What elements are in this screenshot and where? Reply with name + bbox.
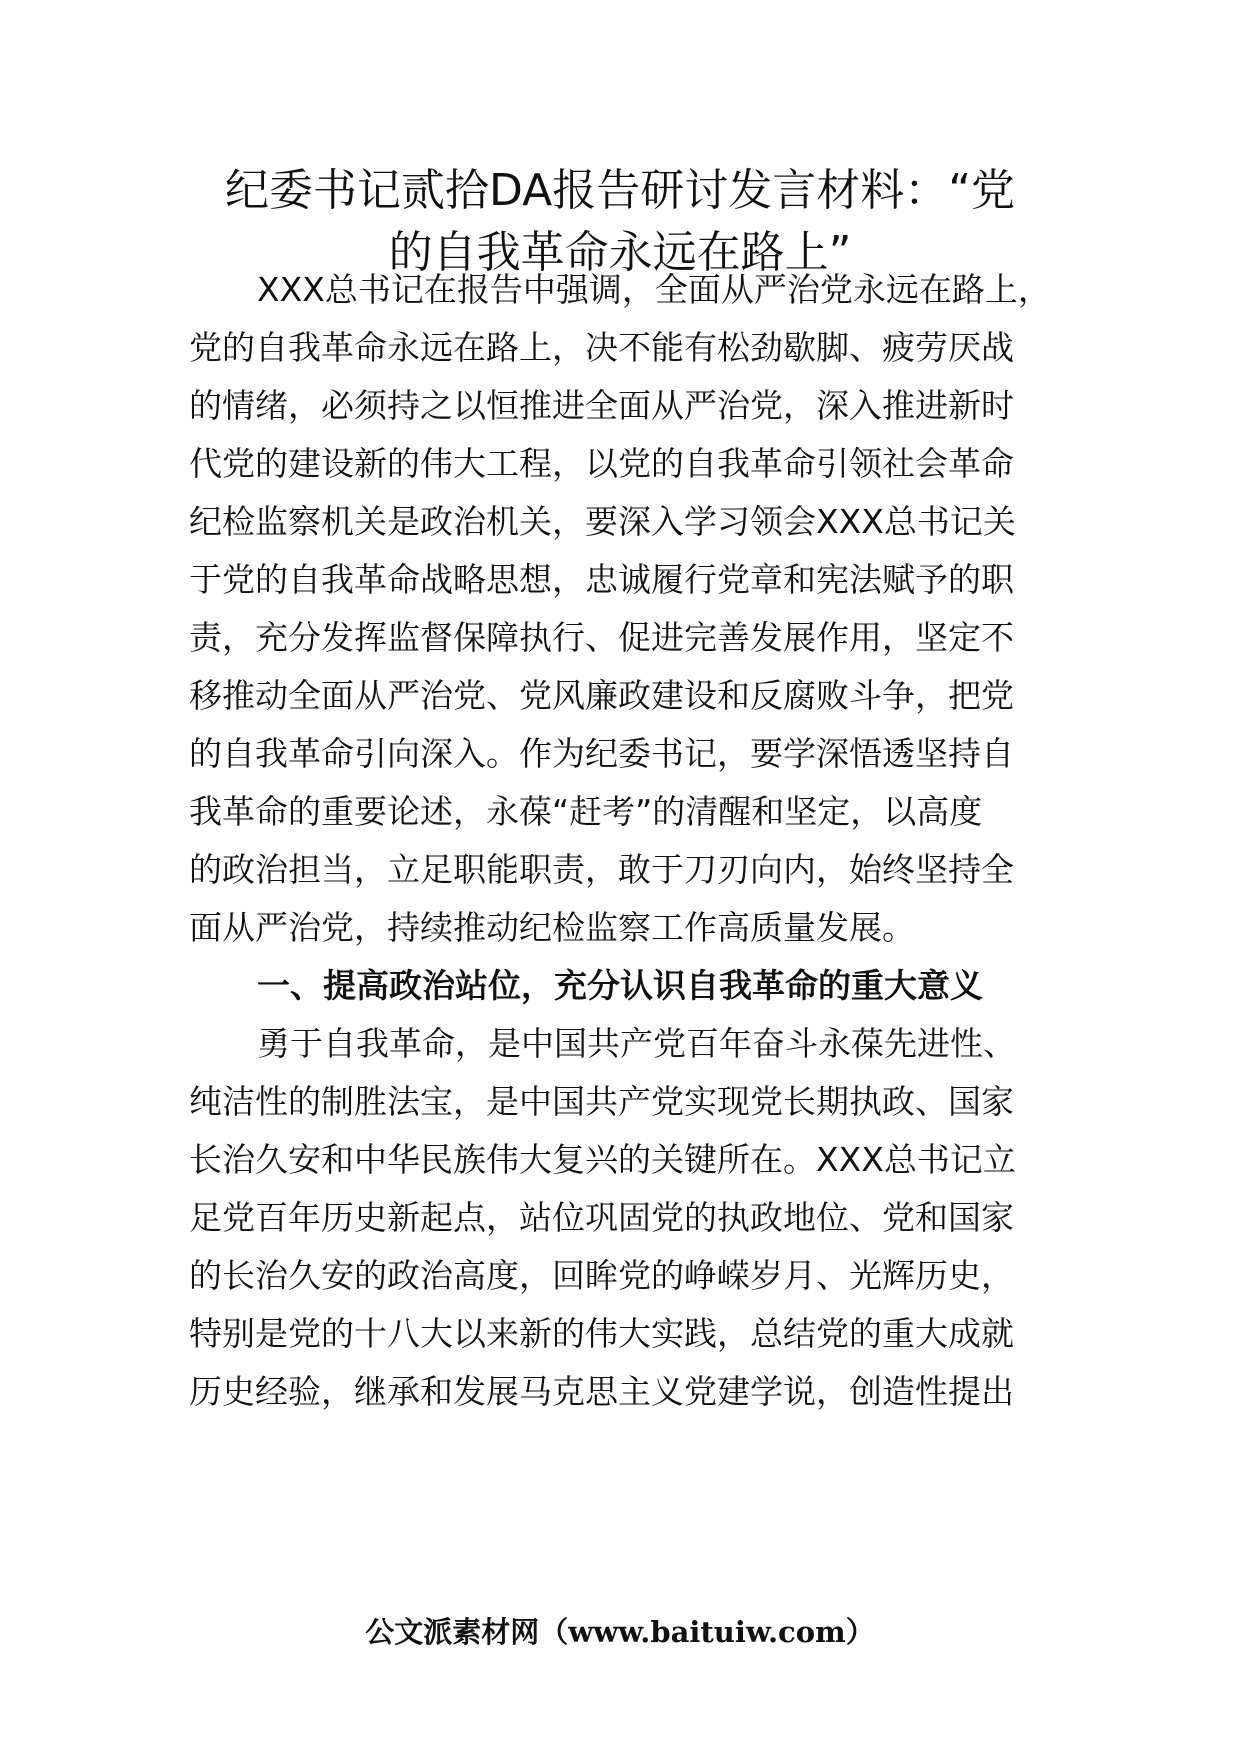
body-line: 历史经验，继承和发展马克思主义党建学说，创造性提出 [189, 1372, 1014, 1411]
body-line: 的情绪，必须持之以恒推进全面从严治党，深入推进新时 [189, 386, 1014, 425]
body-line: 的政治担当，立足职能职责，敢于刀刃向内，始终坚持全 [189, 850, 1014, 889]
body-line: XXX总书记在报告中强调，全面从严治党永远在路上， [257, 270, 1051, 309]
body-line: 特别是党的十八大以来新的伟大实践，总结党的重大成就 [189, 1314, 1014, 1353]
body-line: 的自我革命引向深入。作为纪委书记，要学深悟透坚持自 [189, 734, 1014, 773]
document-title-line-2: 的自我革命永远在路上” [388, 227, 852, 278]
body-line: 代党的建设新的伟大工程，以党的自我革命引领社会革命 [189, 444, 1014, 483]
body-line: 移推动全面从严治党、党风廉政建设和反腐败斗争，把党 [189, 676, 1014, 715]
body-line: 面从严治党，持续推动纪检监察工作高质量发展。 [189, 908, 915, 947]
body-line: 纪检监察机关是政治机关，要深入学习领会XXX总书记关 [189, 502, 1016, 541]
footer-watermark: 公文派素材网（www.baituiw.com） [365, 1615, 875, 1649]
body-line: 于党的自我革命战略思想，忠诚履行党章和宪法赋予的职 [189, 560, 1014, 599]
document-title-line-1: 纪委书记贰拾DA报告研讨发言材料：“党 [224, 165, 1015, 216]
body-line: 长治久安和中华民族伟大复兴的关键所在。XXX总书记立 [189, 1140, 1016, 1179]
body-line: 的长治久安的政治高度，回眸党的峥嵘岁月、光辉历史， [189, 1256, 1014, 1295]
body-line: 足党百年历史新起点，站位巩固党的执政地位、党和国家 [189, 1198, 1014, 1237]
body-line: 我革命的重要论述，永葆“赶考”的清醒和坚定，以高度 [189, 792, 983, 831]
body-line: 责，充分发挥监督保障执行、促进完善发展作用，坚定不 [189, 618, 1014, 657]
body-line: 勇于自我革命，是中国共产党百年奋斗永葆先进性、 [257, 1024, 1016, 1063]
section-heading: 一、提高政治站位，充分认识自我革命的重大意义 [257, 966, 983, 1005]
body-line: 党的自我革命永远在路上，决不能有松劲歇脚、疲劳厌战 [189, 328, 1014, 367]
body-line: 纯洁性的制胜法宝，是中国共产党实现党长期执政、国家 [189, 1082, 1014, 1121]
